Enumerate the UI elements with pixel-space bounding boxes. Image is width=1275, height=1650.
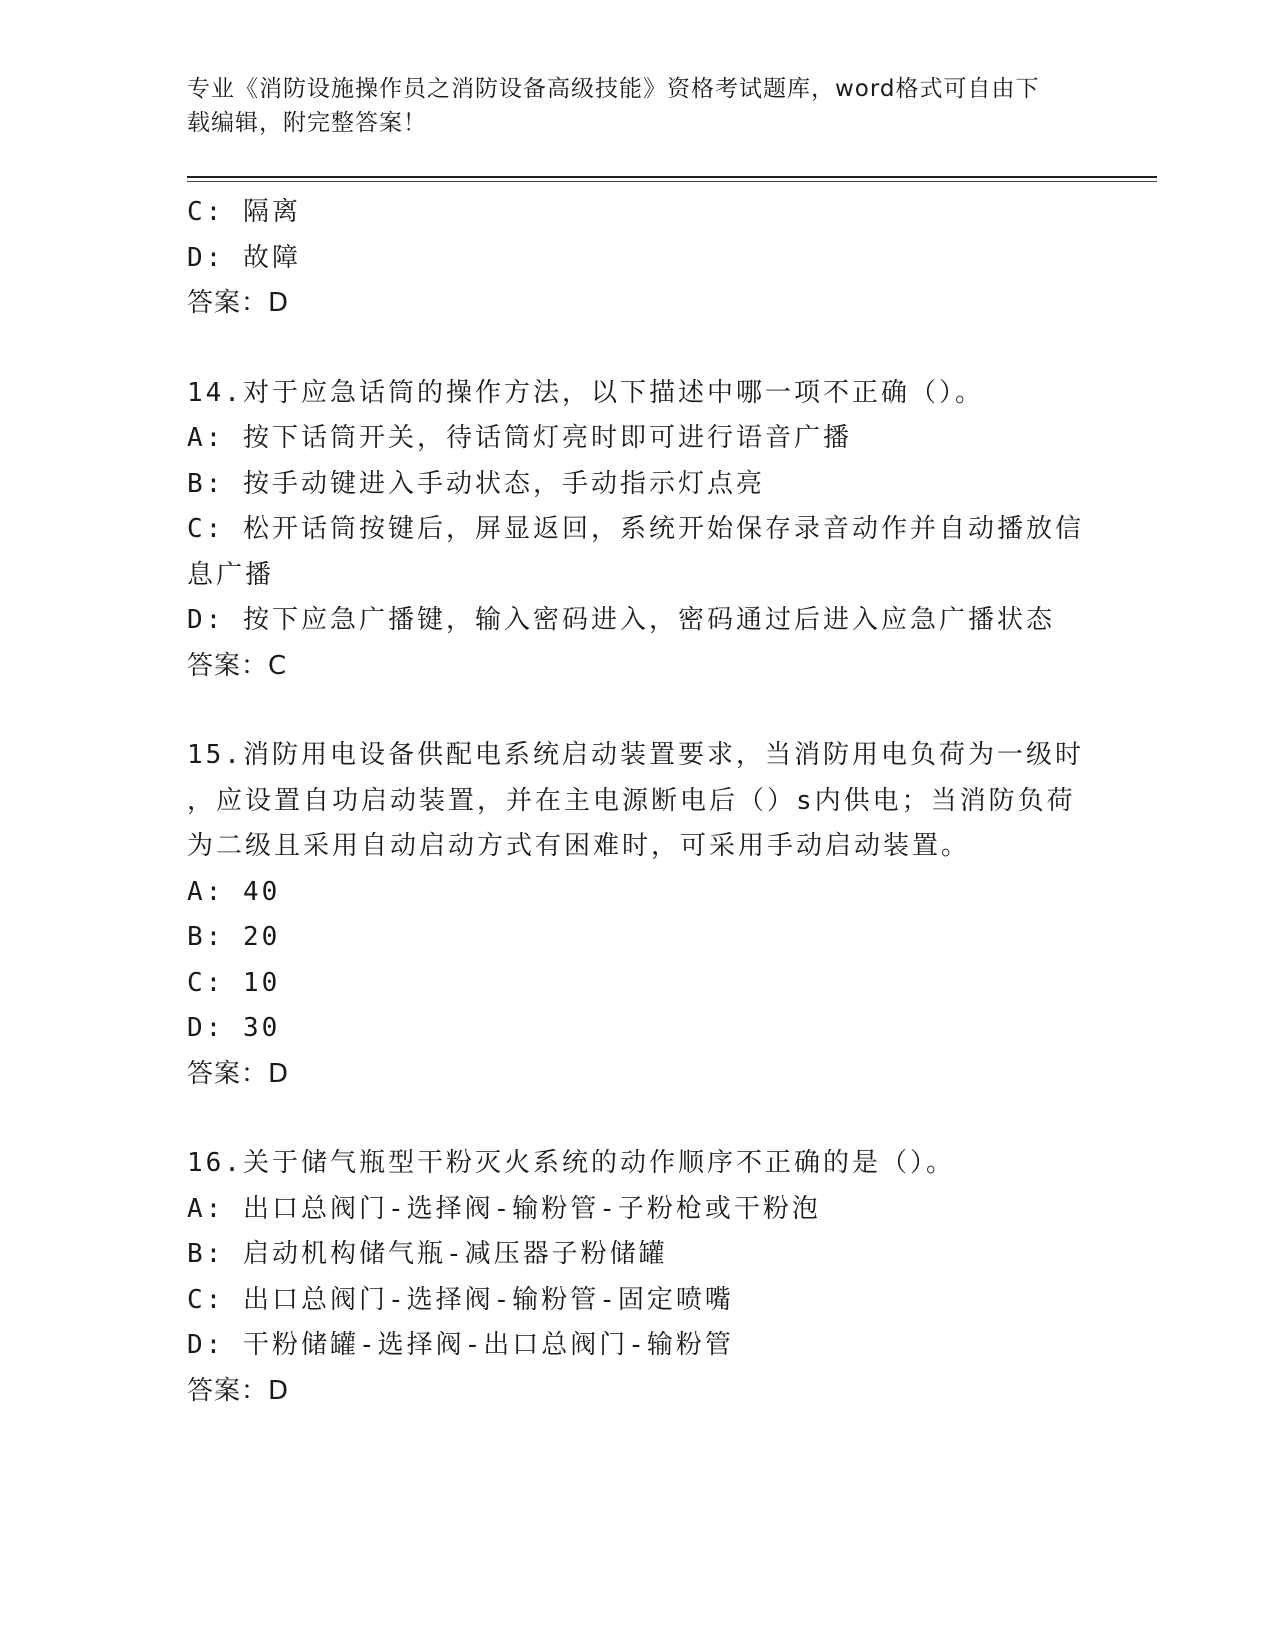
spacer <box>187 689 1087 733</box>
option-d: D: 干粉储罐-选择阀-出口总阀门-输粉管 <box>187 1330 734 1360</box>
spacer <box>187 1097 1087 1141</box>
option-b: B: 启动机构储气瓶-减压器子粉储罐 <box>187 1239 668 1269</box>
document-header <box>187 72 1087 140</box>
option-d: D: 故障 <box>187 242 301 273</box>
option-c: C: 出口总阀门-选择阀-输粉管-固定喷嘴 <box>187 1284 734 1315</box>
question-stem-continued: ，应设置自功启动装置，并在主电源断电后（）s内供电；当消防负荷 <box>187 785 1076 816</box>
option-c-continued: 息广播 <box>187 559 275 590</box>
question-stem: 15.消防用电设备供配电系统启动装置要求，当消防用电负荷为一级时 <box>187 740 1084 770</box>
header-line-2: 载编辑，附完整答案！ <box>187 110 427 136</box>
spacer <box>187 327 1087 371</box>
option-a: A: 按下话筒开关，待话筒灯亮时即可进行语音广播 <box>187 423 852 453</box>
option-b: B: 20 <box>187 922 281 952</box>
question-content <box>187 190 1087 1414</box>
option-a: A: 出口总阀门-选择阀-输粉管-子粉枪或干粉泡 <box>187 1193 821 1224</box>
header-rule-thick <box>187 176 1157 178</box>
question-stem: 14.对于应急话筒的操作方法，以下描述中哪一项不正确（）。 <box>187 377 984 408</box>
question-16 <box>187 1141 1087 1414</box>
answer-line: 答案：D <box>187 288 290 318</box>
answer-line: 答案：D <box>187 1375 290 1406</box>
answer-line: 答案：C <box>187 650 288 681</box>
option-b: B: 按手动键进入手动状态，手动指示灯点亮 <box>187 468 765 499</box>
answer-line: 答案：D <box>187 1058 290 1089</box>
question-13-tail <box>187 190 1087 327</box>
question-stem: 16.关于储气瓶型干粉灭火系统的动作顺序不正确的是（）。 <box>187 1148 955 1178</box>
question-stem-continued: 为二级且采用自动启动方式有困难时，可采用手动启动装置。 <box>187 831 971 861</box>
option-c: C: 10 <box>187 967 281 998</box>
question-14 <box>187 371 1087 690</box>
header-rule-thin <box>187 181 1157 182</box>
option-d: D: 按下应急广播键，输入密码进入，密码通过后进入应急广播状态 <box>187 605 1055 635</box>
option-c: C: 松开话筒按键后，屏显返回，系统开始保存录音动作并自动播放信 <box>187 514 1084 544</box>
question-15 <box>187 733 1087 1097</box>
option-a: A: 40 <box>187 876 281 907</box>
option-c: C: 隔离 <box>187 197 301 227</box>
option-d: D: 30 <box>187 1013 281 1043</box>
header-line-1: 专业《消防设施操作员之消防设备高级技能》资格考试题库，word格式可自由下 <box>187 76 1040 102</box>
